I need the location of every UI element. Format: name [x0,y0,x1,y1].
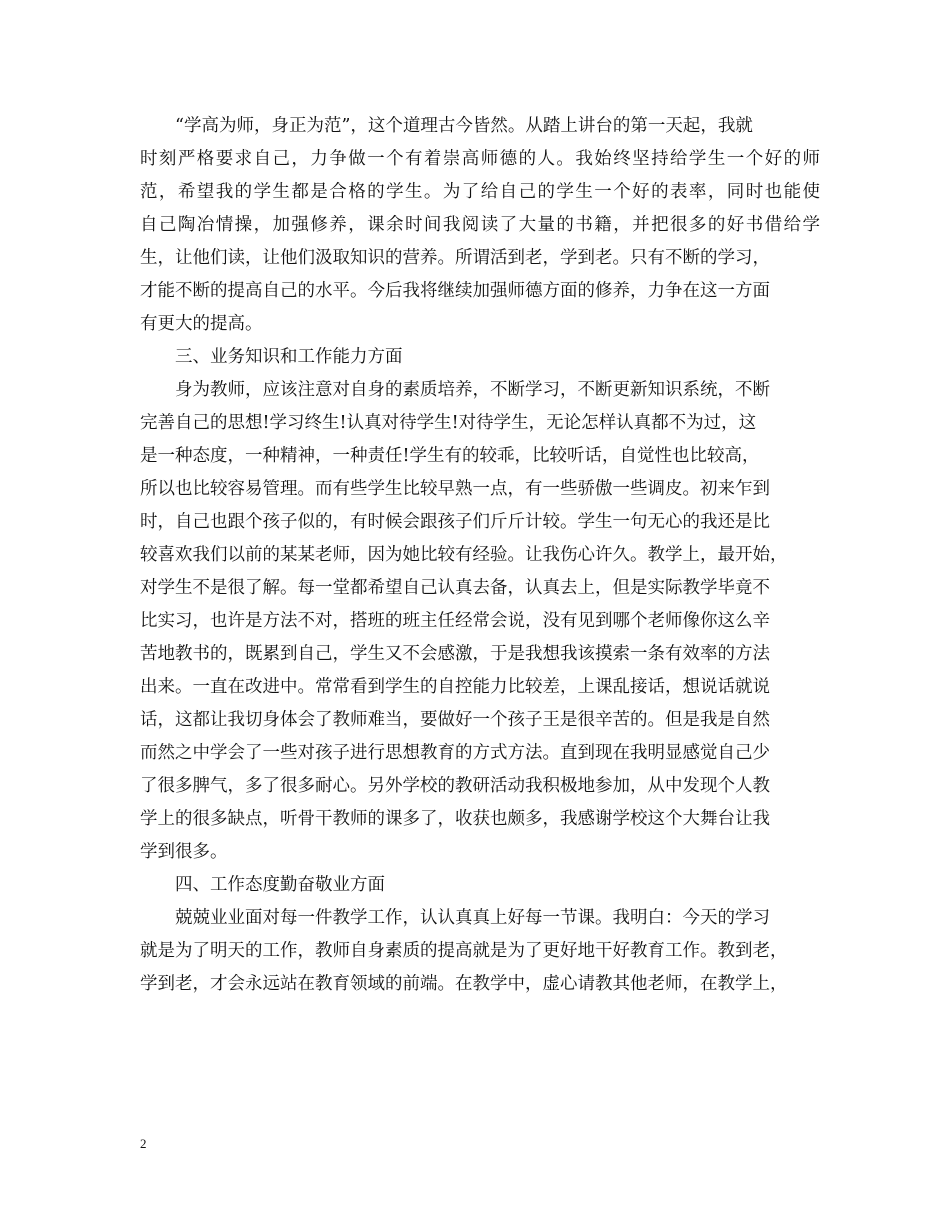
paragraph-line: 所以也比较容易管理。而有些学生比较早熟一点，有一些骄傲一些调皮。初来乍到 [140,479,770,499]
paragraph-line: 兢兢业业面对每一件教学工作，认认真真上好每一节课。我明白：今天的学习 [175,908,770,928]
paragraph-line: 学到老，才会永远站在教育领域的前端。在教学中，虚心请教其他老师，在教学上， [140,974,788,994]
paragraph-line: 身为教师，应该注意对自身的素质培养，不断学习，不断更新知识系统，不断 [175,380,770,400]
paragraph-line: 是一种态度，一种精神，一种责任!学生有的较乖，比较听话，自觉性也比较高， [140,446,760,466]
paragraph-line: 范，希望我的学生都是合格的学生。为了给自己的学生一个好的表率，同时也能使 [140,182,820,202]
paragraph-line: 而然之中学会了一些对孩子进行思想教育的方式方法。直到现在我明显感觉自己少 [140,743,770,763]
paragraph-line: 才能不断的提高自己的水平。今后我将继续加强师德方面的修养，力争在这一方面 [140,281,770,301]
paragraph-line: 比实习，也许是方法不对，搭班的班主任经常会说，没有见到哪个老师像你这么辛 [140,611,770,631]
paragraph-line: 时刻严格要求自己，力争做一个有着崇高师德的人。我始终坚持给学生一个好的师 [140,149,820,169]
paragraph-line: “学高为师，身正为范”，这个道理古今皆然。从踏上讲台的第一天起，我就 [175,116,753,136]
paragraph-line: 学上的很多缺点，听骨干教师的课多了，收获也颇多，我感谢学校这个大舞台让我 [140,809,770,829]
paragraph-line: 了很多脾气，多了很多耐心。另外学校的教研活动我积极地参加，从中发现个人教 [140,776,770,796]
paragraph-line: 有更大的提高。 [140,314,263,334]
paragraph-line: 话，这都让我切身体会了教师难当，要做好一个孩子王是很辛苦的。但是我是自然 [140,710,770,730]
paragraph-line: 苦地教书的，既累到自己，学生又不会感激，于是我想我该摸索一条有效率的方法 [140,644,770,664]
paragraph-line: 较喜欢我们以前的某某老师，因为她比较有经验。让我伤心许久。教学上，最开始， [140,545,788,565]
page-number: 2 [140,1136,147,1151]
paragraph-line: 就是为了明天的工作，教师自身素质的提高就是为了更好地干好教育工作。教到老， [140,941,788,961]
paragraph-line: 时，自己也跟个孩子似的，有时候会跟孩子们斤斤计较。学生一句无心的我还是比 [140,512,770,532]
paragraph-line: 完善自己的思想!学习终生!认真对待学生!对待学生，无论怎样认真都不为过，这 [140,413,757,433]
body-text [140,110,820,1001]
paragraph-line: 出来。一直在改进中。常常看到学生的自控能力比较差，上课乱接话，想说话就说 [140,677,770,697]
paragraph-line: 对学生不是很了解。每一堂都希望自己认真去备，认真去上，但是实际教学毕竟不 [140,578,770,598]
paragraph-line: 生，让他们读，让他们汲取知识的营养。所谓活到老，学到老。只有不断的学习， [140,248,770,268]
section-heading: 三、业务知识和工作能力方面 [175,347,403,367]
section-heading: 四、工作态度勤奋敬业方面 [175,875,385,895]
paragraph-line: 自己陶冶情操，加强修养，课余时间我阅读了大量的书籍，并把很多的好书借给学 [140,215,820,235]
paragraph-line: 学到很多。 [140,842,228,862]
